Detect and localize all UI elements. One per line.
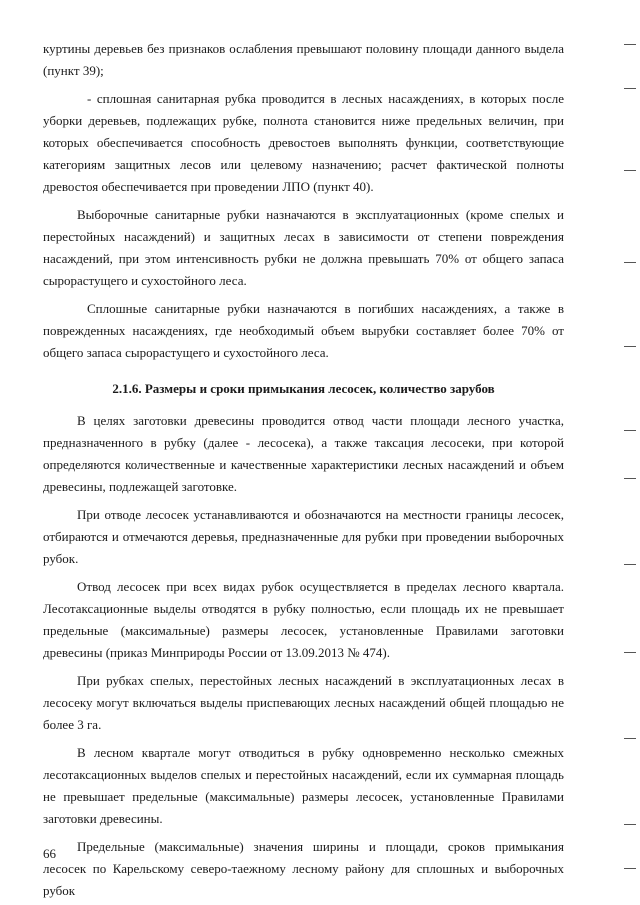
scan-edge-mark — [624, 868, 636, 869]
scan-edge-mark — [624, 564, 636, 565]
page-number: 66 — [43, 846, 56, 861]
paragraph-ripe-stands: При рубках спелых, перестойных лесных насаждений в эксплуатационных лесах в лесосеку могут включаться выделы приспевающих лесных насаждений общей площадью не более 3 га. — [43, 673, 564, 732]
paragraph-selective-cuttings: Выборочные санитарные рубки назначаются в эксплуатационных (кроме спелых и перестойных насаждений) и защитных лесах в зависимости от степени повреждения насаждений, при этом интенсивность рубки не должна превышать 70% от общего запаса сырорастущего и сухостойного леса. — [43, 207, 564, 288]
scan-edge-mark — [624, 170, 636, 171]
scan-edge-mark — [624, 478, 636, 479]
scan-edge-mark — [624, 44, 636, 45]
scan-edge-mark — [624, 430, 636, 431]
paragraph-list-item: - сплошная санитарная рубка проводится в лесных насаждениях, в которых после уборки деревьев, подлежащих рубке, полнота становится ниже предельных величин, при которых обеспечивается способность древостоев выполнять функции, соответствующие категориям защитных лесов или целевому назначению; расчет фактической полноты древостоя обеспечивается при проведении ЛПО (пункт 40). — [43, 91, 564, 194]
paragraph-continuation: куртины деревьев без признаков ослабления превышают половину площади данного выдела (пункт 39); — [43, 41, 564, 78]
section-heading: 2.1.6. Размеры и сроки примыкания лесосек, количество зарубов — [112, 381, 495, 396]
paragraph-boundaries: При отводе лесосек устанавливаются и обозначаются на местности границы лесосек, отбираются и отмечаются деревья, предназначенные для рубки при проведении выборочных рубок. — [43, 507, 564, 566]
paragraph-adjacent-plots: В лесном квартале могут отводиться в рубку одновременно несколько смежных лесотаксационных выделов спелых и перестойных насаждений, если их суммарная площадь не превышает предельные (максимальные) размеры лесосек, установленные Правилами заготовки древесины. — [43, 745, 564, 826]
scan-edge-mark — [624, 652, 636, 653]
paragraph-clear-cuttings: Сплошные санитарные рубки назначаются в погибших насаждениях, а также в поврежденных насаждениях, где необходимый объем вырубки составляет более 70% от общего запаса сырорастущего и сухостойного леса. — [43, 301, 564, 360]
paragraph-limit-values: Предельные (максимальные) значения ширины и площади, сроков примыкания лесосек по Карельскому северо-таежному лесному району для сплошных и выборочных рубок — [43, 839, 564, 898]
paragraph-logging-allotment: В целях заготовки древесины проводится отвод части площади лесного участка, предназначенного в рубку (далее - лесосека), а также таксация лесосеки, при которой определяются количественные и качественные характеристики лесных насаждений и объем древесины, подлежащей заготовке. — [43, 413, 564, 494]
page-body — [43, 38, 564, 902]
scan-edge-mark — [624, 88, 636, 89]
scan-edge-mark — [624, 738, 636, 739]
scan-edge-mark — [624, 346, 636, 347]
scan-edge-mark — [624, 824, 636, 825]
paragraph-quarter: Отвод лесосек при всех видах рубок осуществляется в пределах лесного квартала. Лесотаксационные выделы отводятся в рубку полностью, если площадь их не превышает предельные (максимальные) размеры лесосек, установленные Правилами заготовки древесины (приказ Минприроды России от 13.09.2013 № 474). — [43, 579, 564, 660]
scan-edge-mark — [624, 262, 636, 263]
